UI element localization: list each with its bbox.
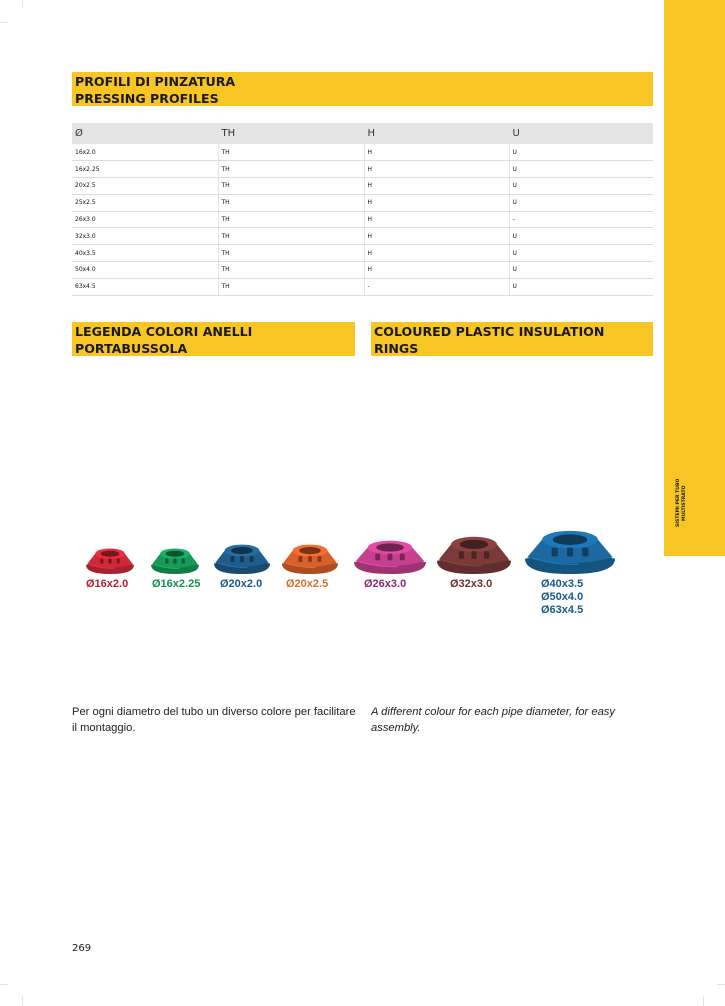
ring-label-32x3-0: Ø32x3.0 bbox=[450, 578, 493, 590]
ring-label-63x4-5: Ø63x4.5 bbox=[541, 604, 584, 616]
description-italian: Per ogni diametro del tubo un diverso colore per facilitare il montaggio. bbox=[72, 706, 356, 734]
side-tab-label bbox=[676, 476, 690, 530]
insulation-ring bbox=[282, 545, 338, 574]
cell-h: H bbox=[364, 161, 509, 178]
insulation-ring bbox=[354, 541, 426, 574]
table-row bbox=[72, 144, 653, 161]
cell-diameter: 25x2.5 bbox=[72, 194, 218, 211]
legend-it-line-2: PORTABUSSOLA bbox=[75, 341, 188, 356]
cell-u: U bbox=[509, 262, 653, 279]
table-row bbox=[72, 161, 653, 178]
table-row bbox=[72, 245, 653, 262]
cell-diameter: 20x2.5 bbox=[72, 178, 218, 195]
cell-diameter: 50x4.0 bbox=[72, 262, 218, 279]
insulation-ring bbox=[86, 549, 134, 574]
cell-u: U bbox=[509, 178, 653, 195]
insulation-ring bbox=[214, 545, 270, 574]
cell-h: H bbox=[364, 194, 509, 211]
ring-label-16x2-0: Ø16x2.0 bbox=[86, 578, 129, 590]
cell-h: H bbox=[364, 178, 509, 195]
table-row bbox=[72, 228, 653, 245]
crop-mark bbox=[0, 984, 8, 985]
ring-label-50x4-0: Ø50x4.0 bbox=[541, 591, 584, 603]
cell-h: H bbox=[364, 211, 509, 228]
section-side-tab bbox=[664, 0, 725, 556]
side-tab-line-2: MULTISTRATO bbox=[682, 485, 687, 521]
ring-label-20x2-5: Ø20x2.5 bbox=[286, 578, 329, 590]
insulation-rings-illustration bbox=[80, 526, 625, 576]
cell-th: TH bbox=[218, 144, 364, 161]
cell-h: H bbox=[364, 228, 509, 245]
cell-th: TH bbox=[218, 178, 364, 195]
cell-th: TH bbox=[218, 262, 364, 279]
insulation-ring bbox=[525, 531, 615, 574]
cell-u: - bbox=[509, 211, 653, 228]
cell-th: TH bbox=[218, 211, 364, 228]
insulation-ring bbox=[151, 549, 199, 574]
cell-th: TH bbox=[218, 228, 364, 245]
header-h: H bbox=[364, 123, 509, 144]
ring-label-16x2-25: Ø16x2.25 bbox=[152, 578, 201, 590]
cell-h: H bbox=[364, 245, 509, 262]
cell-u: U bbox=[509, 144, 653, 161]
crop-mark bbox=[717, 984, 725, 985]
insulation-ring bbox=[437, 537, 511, 574]
ring-label-40x3-5: Ø40x3.5 bbox=[541, 578, 584, 590]
cell-h: - bbox=[364, 278, 509, 295]
pressing-title-it: PROFILI DI PINZATURA bbox=[75, 74, 236, 89]
table-row bbox=[72, 178, 653, 195]
cell-h: H bbox=[364, 144, 509, 161]
cell-diameter: 26x3.0 bbox=[72, 211, 218, 228]
table-header-row bbox=[72, 123, 653, 144]
cell-diameter: 40x3.5 bbox=[72, 245, 218, 262]
description-english: A different colour for each pipe diameter, for easy assembly. bbox=[371, 706, 615, 734]
ring-label-26x3-0: Ø26x3.0 bbox=[364, 578, 407, 590]
cell-th: TH bbox=[218, 278, 364, 295]
table-row bbox=[72, 194, 653, 211]
cell-diameter: 16x2.25 bbox=[72, 161, 218, 178]
pressing-profiles-heading bbox=[72, 72, 653, 106]
table-row bbox=[72, 262, 653, 279]
cell-u: U bbox=[509, 161, 653, 178]
pressing-title-en: PRESSING PROFILES bbox=[75, 91, 219, 106]
crop-mark bbox=[22, 0, 23, 8]
cell-th: TH bbox=[218, 245, 364, 262]
legend-heading-it bbox=[72, 322, 355, 356]
legend-it-line-1: LEGENDA COLORI ANELLI bbox=[75, 324, 253, 339]
cell-th: TH bbox=[218, 161, 364, 178]
cell-diameter: 63x4.5 bbox=[72, 278, 218, 295]
crop-mark bbox=[0, 22, 8, 23]
pressing-profiles-table bbox=[72, 123, 653, 296]
legend-heading-en bbox=[371, 322, 653, 356]
page-number: 269 bbox=[72, 943, 92, 954]
cell-diameter: 16x2.0 bbox=[72, 144, 218, 161]
cell-th: TH bbox=[218, 194, 364, 211]
table-row bbox=[72, 211, 653, 228]
cell-diameter: 32x3.0 bbox=[72, 228, 218, 245]
side-tab-line-1: SISTEMI PER TUBO bbox=[676, 478, 681, 528]
crop-mark bbox=[22, 996, 23, 1006]
header-diameter: Ø bbox=[72, 123, 218, 144]
cell-u: U bbox=[509, 278, 653, 295]
cell-h: H bbox=[364, 262, 509, 279]
crop-mark bbox=[703, 996, 704, 1006]
header-th: TH bbox=[218, 123, 364, 144]
legend-en-line-1: COLOURED PLASTIC INSULATION bbox=[374, 324, 605, 339]
header-u: U bbox=[509, 123, 653, 144]
legend-en-line-2: RINGS bbox=[374, 341, 419, 356]
table-row bbox=[72, 278, 653, 295]
ring-label-20x2-0: Ø20x2.0 bbox=[220, 578, 263, 590]
cell-u: U bbox=[509, 228, 653, 245]
cell-u: U bbox=[509, 194, 653, 211]
cell-u: U bbox=[509, 245, 653, 262]
